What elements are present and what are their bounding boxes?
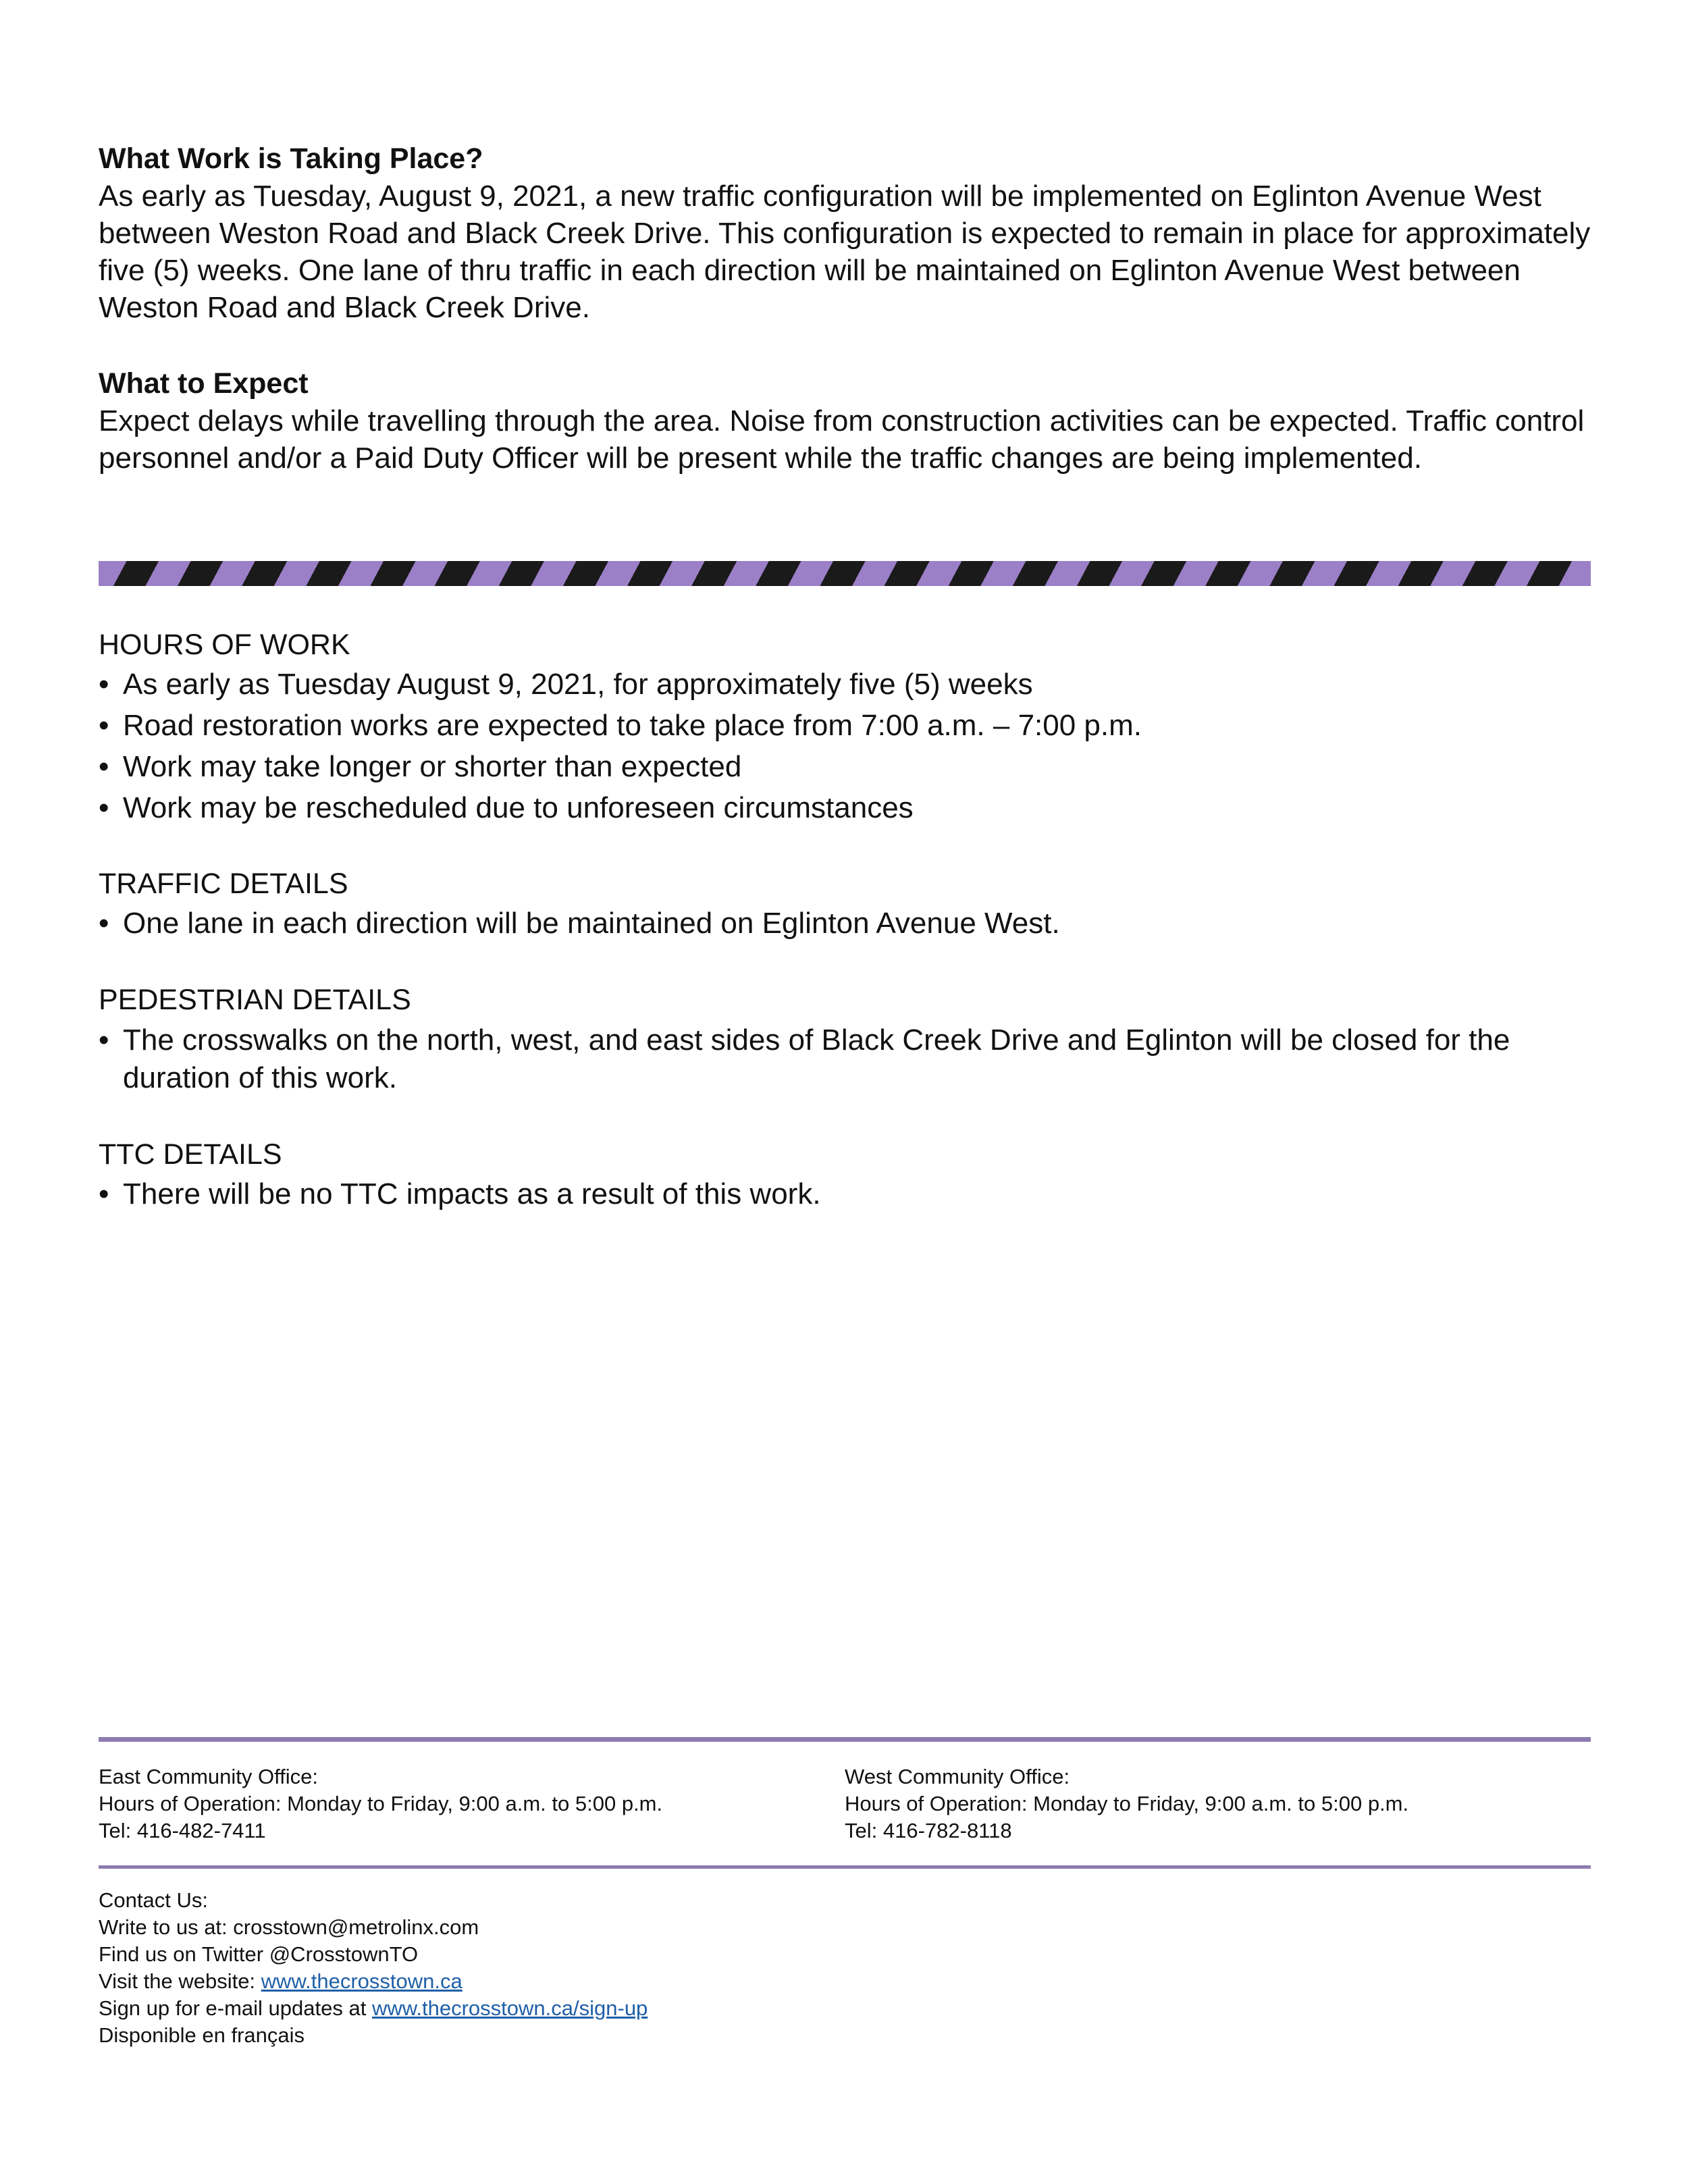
list-item: • One lane in each direction will be maintained on Eglinton Avenue West. <box>99 903 1591 944</box>
east-office-block <box>99 1763 774 1844</box>
west-office-block <box>845 1763 1520 1844</box>
pedestrian-list <box>99 1021 1591 1097</box>
bullet-icon: • <box>99 907 109 940</box>
footer-middle-rule <box>99 1865 1591 1869</box>
pedestrian-heading: PEDESTRIAN DETAILS <box>99 984 411 1016</box>
list-item: • Road restoration works are expected to take place from 7:00 a.m. – 7:00 p.m. <box>99 705 1591 746</box>
list-item: • The crosswalks on the north, west, and east sides of Black Creek Drive and Eglinton will be closed for the duration of this work. <box>99 1021 1591 1097</box>
west-office-tel: Tel: 416-782-8118 <box>845 1819 1012 1842</box>
footer-top-rule <box>99 1737 1591 1742</box>
work-section <box>99 140 1591 326</box>
list-item: • There will be no TTC impacts as a result of this work. <box>99 1173 1591 1215</box>
bullet-icon: • <box>99 668 109 701</box>
list-item: • Work may be rescheduled due to unforeseen circumstances <box>99 787 1591 828</box>
ttc-list <box>99 1173 1591 1215</box>
contact-website-line <box>99 1968 1044 1995</box>
ttc-section <box>99 1136 1591 1215</box>
contact-french: Disponible en français <box>99 2023 305 2047</box>
west-office-hours: Hours of Operation: Monday to Friday, 9:00 a.m. to 5:00 p.m. <box>845 1792 1409 1815</box>
east-office-title: East Community Office: <box>99 1765 319 1788</box>
bullet-icon: • <box>99 750 109 783</box>
hours-heading: HOURS OF WORK <box>99 629 350 661</box>
pedestrian-section <box>99 981 1591 1097</box>
traffic-section <box>99 865 1591 944</box>
expect-section <box>99 365 1591 477</box>
bullet-icon: • <box>99 709 109 742</box>
ttc-heading: TTC DETAILS <box>99 1138 282 1171</box>
signup-label: Sign up for e-mail updates at <box>99 1996 372 2020</box>
work-heading: What Work is Taking Place? <box>99 142 483 175</box>
hours-list <box>99 664 1591 828</box>
contact-signup-line <box>99 1995 1044 2022</box>
traffic-list <box>99 903 1591 944</box>
hazard-stripe-divider <box>99 561 1591 586</box>
contact-email: Write to us at: crosstown@metrolinx.com <box>99 1915 479 1939</box>
hours-section <box>99 626 1591 828</box>
east-office-hours: Hours of Operation: Monday to Friday, 9:00 a.m. to 5:00 p.m. <box>99 1792 663 1815</box>
work-body: As early as Tuesday, August 9, 2021, a new traffic configuration will be implemented on Eglinton Avenue West between Weston Road and Black Creek Drive. This configuration is expected to remain in place for approximately five (5) weeks. One lane of thru traffic in each direction will be maintained on Eglinton Avenue West between Weston Road and Black Creek Drive. <box>99 180 1591 324</box>
contact-title: Contact Us: <box>99 1888 208 1912</box>
website-label: Visit the website: <box>99 1969 261 1993</box>
contact-block <box>99 1887 1044 2049</box>
bullet-icon: • <box>99 791 109 824</box>
signup-link[interactable]: www.thecrosstown.ca/sign-up <box>371 1996 648 2020</box>
traffic-heading: TRAFFIC DETAILS <box>99 868 348 900</box>
west-office-title: West Community Office: <box>845 1765 1070 1788</box>
bullet-icon: • <box>99 1177 109 1210</box>
bullet-icon: • <box>99 1023 109 1057</box>
east-office-tel: Tel: 416-482-7411 <box>99 1819 266 1842</box>
list-item: • Work may take longer or shorter than expected <box>99 746 1591 787</box>
expect-body: Expect delays while travelling through the area. Noise from construction activities can be expected. Traffic control personnel and/or a Paid Duty Officer will be present while the traffic changes are being implemented. <box>99 404 1585 475</box>
expect-heading: What to Expect <box>99 367 309 400</box>
website-link[interactable]: www.thecrosstown.ca <box>261 1969 463 1993</box>
contact-twitter: Find us on Twitter @CrosstownTO <box>99 1942 419 1966</box>
list-item: • As early as Tuesday August 9, 2021, for approximately five (5) weeks <box>99 664 1591 705</box>
